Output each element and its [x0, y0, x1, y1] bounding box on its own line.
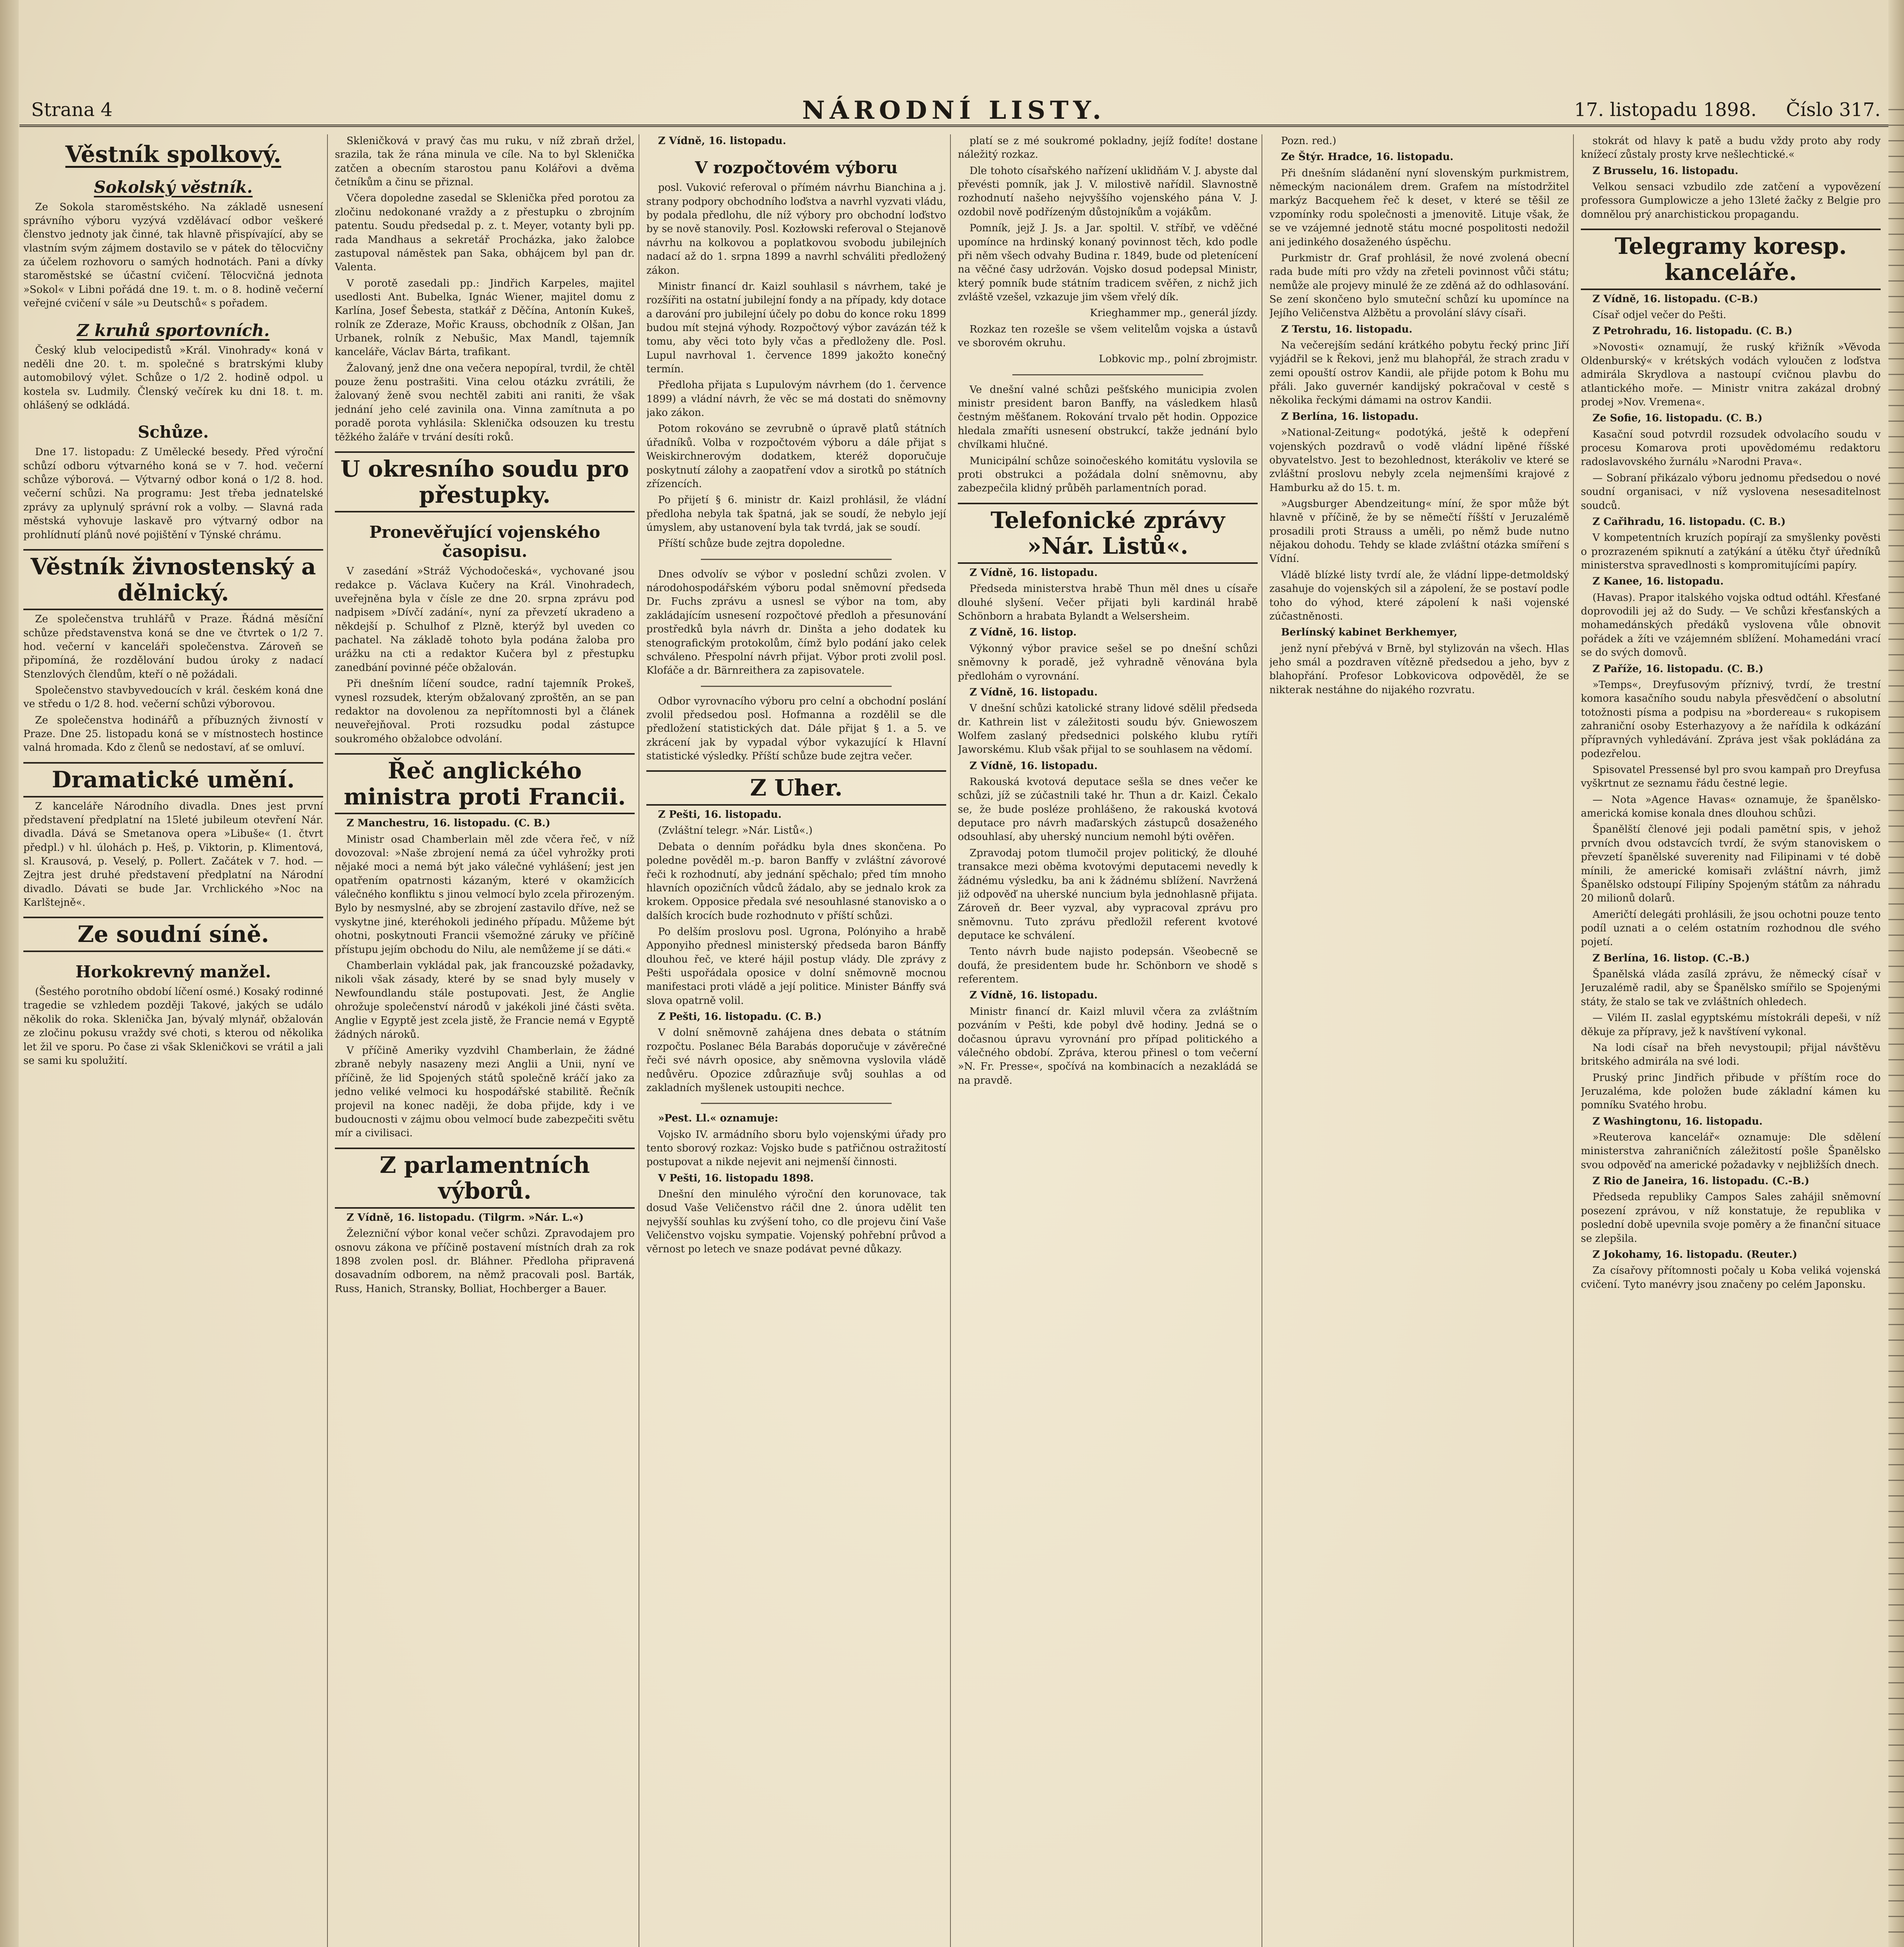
article-text: Pomník, jejž J. Js. a Jar. spoltil. V. stříbř, ve vděčné upomínce na hrdinský konaný povinnost těch, kdo podle při něm všech odvahy Budina r. 1849, bude od pletenícení na věčné časy udržován. Vojsko dosud podepsal Ministr, který pomník bude státním tradicem svěřen, z nichž jich zvláště vzešel, vzkazuje jim všem vřelý dík.	[958, 222, 1258, 303]
dateline: Z Washingtonu, 16. listopadu.	[1593, 1115, 1763, 1127]
newspaper-title: NÁRODNÍ LISTY.	[802, 96, 1106, 125]
article-text: (Havas). Prapor italského vojska odtud odtáhl. Křesťané doprovodili jej až do Sudy. — Ve schůzi křesťanských a mohamedánských předáků vyslovena vůle obnovit pořádek a žíti ve vzájemném sblížení. Mohamedáni vrací se do svých domovů.	[1581, 591, 1881, 659]
column-2	[335, 134, 635, 1947]
article-text: Ministr financí dr. Kaizl souhlasil s návrhem, také je rozšířiti na ostatní jubilejní fondy a na případy, kdy dotace a darování pro jubilejní účely po dobu do konce roku 1899 budou mít stejná výhody. Rozpočtový výbor zavázán též k tomu, aby věci toto byly včas a předloženy dle. Posl. Lupul navrhoval 1. července 1899 jakožto konečný termín.	[646, 280, 946, 375]
dateline: Z Vídně, 16. listopadu.	[970, 989, 1098, 1002]
article-text: Při dnešním sládanění nyní slovenským purkmistrem, německým nacionálem drem. Grafem na místodržitel markýz Bacquehem řeč k deset, v které se těšil ze vzpomínky rodu společnosti a jmenovitě. Lituje však, že se ve vzájemné jednotě státu mocné pospolitosti nedožil ani jedinkého dosaženého úspěchu.	[1269, 167, 1569, 248]
heading-dramaticke: Dramatické umění.	[23, 762, 323, 797]
article-text: Předloha přijata s Lupulovým návrhem (do 1. července 1899) a vládní návrh, že věc se má dostati do sněmovny jako zákon.	[646, 379, 946, 419]
issue-date: 17. listopadu 1898.	[1574, 99, 1757, 121]
dateline: Z Pešti, 16. listopadu.	[658, 809, 782, 821]
column-rule	[1573, 134, 1574, 1947]
article-text: Žalovaný, jenž dne ona večera nepopíral, tvrdil, že chtěl pouze ženu postrašiti. Vina celou otázku zvrátili, že žalovaný ženě svou nechtěl zabiti ani raniti, že však jednání jeho celé zavinila ona. Vinna zamítnuta a po poradě porota vyhlásila: Sklenička odsouzen ku trestu těžkého žaláře v trvání desíti roků.	[335, 362, 635, 443]
article-text: Chamberlain vykládal pak, jak francouzské požadavky, nikoli však zásady, které by se snad byly musely v Newfoundlandu stále postupovati. Jest, že Anglie ohrožuje společenství národů v jakékoli jiné části světa. Anglie v Egyptě jest zcela jistě, že Francie nemá v Egyptě žádných nároků.	[335, 959, 635, 1040]
scan-ruler	[1888, 109, 1904, 1947]
article-text: »Temps«, Dreyfusovým příznivý, tvrdí, že trestní komora kasačního soudu nabyla přesvědčení o absolutní totožnosti písma a podpisu na »bordereau« s rukopisem zahraniční osoby Esterhazyovy a že nařídila k odkázání přípravných vyhledávání. Zpráva jest však pokládána za podezřelou.	[1581, 679, 1881, 760]
article-text: Pozn. red.)	[1281, 135, 1336, 147]
article-text: Ministr osad Chamberlain měl zde včera řeč, v níž dovozoval: »Naše zbrojení nemá za účel vyhrožky proti nějaké moci a nemá být jako válečné vyhlášení; jest jen opatřením opatrnosti kázaným, které v okamžicích válečného konfliktu s jinou velmocí bylo zcela přirozeným. Bylo by nesmyslné, aby se zbrojení zastavilo dříve, než se vyskytne jiné, kteréhokoli jediného případu. Můžeme být ohotni, poskytnouti Francii všemožné záruky ve příčině přístupu jejím obchodu do Nilu, ale nemůžeme jí se dáti.«	[335, 833, 635, 956]
dateline: Z Jokohamy, 16. listopadu. (Reuter.)	[1593, 1248, 1797, 1260]
article-text: Český klub velocipedistů »Král. Vinohrady« koná v neděli dne 20. t. m. společné s bratrskými kluby automobilový výlet. Schůze o 1/2 2. hodině odpol. u kostela sv. Ludmily. Členský večírek ku dni 18. t. m. ohlášený se odkládá.	[23, 344, 323, 411]
article-text: Dle tohoto císařského nařízení uklidňám V. J. abyste dal převésti pomník, jak J. V. milostivě nařídil. Slavnostně rozhodnutí našeho nejvyššího vojenského pána V. J. ozdobil nově podřízeným důstojníkům a vojákům.	[958, 165, 1258, 218]
column-3	[646, 134, 946, 1947]
heading-soudni: Ze soudní síně.	[23, 917, 323, 952]
page-header	[19, 97, 1888, 127]
article-text: Za císařovy přítomnosti počaly u Koba veliká vojenská cvičení. Tyto manévry jsou značeny po celém Japonsku.	[1581, 1265, 1881, 1290]
article-text: Příští schůze bude zejtra dopoledne.	[658, 538, 845, 550]
dateline: Z Petrohradu, 16. listopadu. (C. B.)	[1593, 325, 1793, 337]
heading-vestnik-spolkovy: Věstník spolkový.	[65, 141, 282, 167]
article-text: Ze společenstva truhlářů v Praze. Řádná měsíční schůze představenstva koná se dne ve čtvrtek o 1/2 7. hod. večerní v kanceláři společenstva. Zároveň se připomíná, že rozdělování budou úroky z nadací Stenzlových člendům, kteří o ně požádali.	[23, 613, 323, 680]
column-5	[1269, 134, 1569, 1947]
article-text: Z kanceláře Národního divadla. Dnes jest první představení předplatní na 15leté jubileum otevření Nár. divadla. Dává se Smetanova opera »Libuše« (1. čtvrt předpl.) v hl. úlohách p. Heš, p. Viktorin, p. Klimentová, sl. Krausová, p. Veselý, p. Pollert. Začátek v 7. hod. — Zejtra jest druhé představení předplatní na Národní divadlo. Dávati se bude Jar. Vrchlického »Noc na Karlštejně«.	[23, 800, 323, 909]
dateline: Z Vídně, 16. listopadu. (Tilgrm. »Nár. L.«)	[347, 1211, 584, 1223]
article-text: jenž nyní přebývá v Brně, byl stylizován na všech. Hlas jeho smál a pozdraven vítězně předsedou a jeho, byv z blahopřání. Profesor Lobkovicova odpověděl, že se nikterak nestáhne do nijakého rozvratu.	[1269, 643, 1569, 696]
dateline: Z Vídně, 16. listopadu.	[970, 686, 1098, 698]
dateline: Z Berlína, 16. listopadu.	[1281, 410, 1419, 422]
article-text: V dnešní schůzi katolické strany lidové sdělil předseda dr. Kathrein list v záležitosti soudu býv. Gniewoszem Wolfem zaslaný předsednici polského klubu rytíři Jaworskému. Klub však přijal to se souhlasem na vědomí.	[958, 702, 1258, 756]
article-text: — Vilém II. zaslal egyptskému místokráli depeši, v níž děkuje za přípravy, jež k navštívení vykonal.	[1581, 1012, 1881, 1038]
article-text: Císař odjel večer do Pešti.	[1593, 309, 1726, 321]
dateline-note: (Zvláštní telegr. »Nár. Listů«.)	[658, 825, 813, 837]
article-text: Odbor vyrovnacího výboru pro celní a obchodní poslání zvolil předsedou posl. Hofmanna a rozdělil se dle předložení statistických dat. Dále přijat § 1. a 5. ve zkrácení jak by vypadal výbor vykazující k Hlavní statistické výsledky. Příští schůze bude zejtra večer.	[646, 695, 946, 762]
article-text: Potom rokováno se zevrubně o úpravě platů státních úřadníků. Volba v rozpočtovém výboru a dále přijat s Weiskirchnerovým dodatkem, kteréž doporučuje poskytnutí zálohy a zaopatření vdov a sirotků po státních zřízencích.	[646, 423, 946, 490]
dateline: Z Paříže, 16. listopadu. (C. B.)	[1593, 663, 1763, 675]
article-text: Železniční výbor konal večer schůzi. Zpravodajem pro osnovu zákona ve příčině postavení místních drah za rok 1898 zvolen posl. dr. Bláhner. Předloha připravená dosavadním odborem, na němž pracovali posl. Barták, Russ, Hanich, Stransky, Bolliat, Hochberger a Bauer.	[335, 1228, 635, 1295]
dateline: Ze Sofie, 16. listopadu. (C. B.)	[1593, 412, 1763, 424]
heading-sokolsky: Sokolský věstník.	[94, 177, 253, 197]
article-text: Rozkaz ten rozešle se všem velitelům vojska a ústavů ve sborovém okruhu.	[958, 323, 1258, 349]
column-rule	[950, 134, 951, 1947]
column-4	[958, 134, 1258, 1947]
article-text: Dne 17. listopadu: Z Umělecké besedy. Před výroční schůzí odboru výtvarného koná se v 7. hod. večerní schůze výborová. — Výtvarný odbor koná o 1/2 8. hod. večerní schůzi. Na programu: Jest třeba jednatelské zprávy za uplynulý správní rok a volby. — Slavná rada městská vyhovuje laskavě pro výtvarný odbor na prohlídnutí plánů nové pojištění v Týnské chrámu.	[23, 446, 323, 541]
heading-rozpoctovy: V rozpočtovém výboru	[695, 158, 898, 178]
article-text: Předseda ministerstva hrabě Thun měl dnes u císaře dlouhé slyšení. Večer přijati byli kardinál hrabě Schönborn a hrabata Bylandt a Welsersheim.	[958, 583, 1258, 623]
article-text: Kasační soud potvrdil rozsudek odvolacího soudu v procesu Komarova proti upovědomému redaktoru radoslavovského žurnálu »Narodni Prava«.	[1581, 428, 1881, 468]
article-text: Vojsko IV. armádního sboru bylo vojenskými úřady pro tento sborový rozkaz: Vojsko bude s patřičnou ostražitostí postupovat a nikde nejevit ani nejmenší činnosti.	[646, 1128, 946, 1168]
article-text: Purkmistr dr. Graf prohlásil, že nové zvolená obecní rada bude míti pro vždy na zřeteli povinnost vůči státu; nemůže ale projevy minulé že ze zděná až do odhlasování. Se zení skončeno bylo smuteční schůzí ku upomínce na Jejího Veličenstva Alžbětu a provolání slávy císaři.	[1269, 252, 1569, 319]
divider	[701, 559, 892, 560]
article-text: Na večerejším sedání krátkého pobytu řecký princ Jiří vyjádřil se k Řekovi, jenž mu blahopřál, že strach zradu v zemi opouští ostrov Kandii, ale přijde potom k Bohu mu přáli. Jako guvernér kandijský pokračoval v cestě s několika řeckými dámami na ostrov Kandii.	[1269, 340, 1569, 407]
article-text: Po delším proslovu posl. Ugrona, Polónyiho a hrabě Apponyiho přednesl ministerský předseda baron Bánffy dlouhou řeč, ve které hájil postup vlády. Dle zprávy z Pešti uspořádala oposice v dolní sněmovně mocnou manifestaci proti vládě a její politice. Minister Bánffy svá slova opatrně volil.	[646, 926, 946, 1007]
article-text: — Nota »Agence Havas« oznamuje, že španělsko-americká komise konala dnes dlouhou schůzi.	[1581, 794, 1881, 820]
article-text: V zasedání »Stráž Východočeská«, vychované jsou redakce p. Václava Kučery na Král. Vinohradech, uveřejněna byla v čísle ze dne 20. srpna zprávu pod nadpisem »Dívčí zadání«, nyní za převzetí ukradeno a někdejší p. Schulhof z Plzně, kterýž byl uveden co pachatel. Na základě tohoto byla podána žaloba pro urážku na cti a redaktor Kučera byl z přestupku zanedbání povinné péče obžalován.	[335, 565, 635, 674]
dateline: Z Vídně, 16. listopadu. (C-B.)	[1593, 293, 1758, 305]
article-text: (Šestého porotního období líčení osmé.) Kosaký rodinné tragedie se vzhledem později Takové, jakých se událo několik do roka. Sklenička Jan, bývalý mlynář, obžalován ze zločinu pokusu vraždy své choti, s kterou od několika let žil ve sporu. Po čase zi však Skleničkovi se vrátil a jali se sami ku spolužití.	[23, 986, 323, 1067]
article-text: V dolní sněmovně zahájena dnes debata o státním rozpočtu. Poslanec Béla Barabás doporučuje v závěrečné řeči své návrh oposice, aby sněmovna vyslovila vládě nedůvěru. Opozice zdůrazňuje svůj souhlas a od zakladních myšlenek ustoupiti nechce.	[646, 1027, 946, 1094]
heading-okresni-sub: Pronevěřující vojenského časopisu.	[369, 523, 600, 561]
article-text: »National-Zeitung« podotýká, ještě k odepření vojenských pozdravů o vodě vládní lipěné říšské obyvatelstvo. Jest to bezohlednost, kterákoliv ve které se zvláštní proslovu nebyly zcela nejmenšími krajové z Hamburku až do 15. t. m.	[1269, 427, 1569, 494]
article-text: Španělští členové jeji podali pamětní spis, v jehož prvních dvou odstavcích tvrdí, že svým stanoviskem o převzetí španělské suverenity nad Filipinami v té době mínili, že americké komisaři zvláštní návrh, jimž Španělsko odstoupí Filipíny Spojeným státům za náhradu 20 milionů dolarů.	[1581, 824, 1881, 905]
article-text: Velkou sensaci vzbudilo zde zatčení a vypovězení professora Gumplowicze a jeho 13leté žačky z Belgie pro domnělou prý anarchistickou propagandu.	[1581, 181, 1881, 220]
heading-z-uher: Z Uher.	[646, 770, 946, 806]
dateline: Z Vídně, 16. listopadu.	[658, 135, 786, 147]
heading-zivnostensky: Věstník živnostenský a dělnický.	[23, 549, 323, 610]
article-text: Skleničková v pravý čas mu ruku, v níž zbraň držel, srazila, tak že rána minula ve cíle. Na to byl Sklenička zatčen a obecním starostou panu Kolářovi a dvěma četníkům a činu se přiznal.	[335, 135, 635, 188]
article-text: Ze Sokola staroměstského. Na základě usnesení správního výboru vyzývá vzdělávací odbor veškeré členstvo jednoty jak činné, tak hlavně přispívající, aby se vlastním svým zájmem dostavilo se v pátek do tělocvičny za účelem rozhovoru o samých hodnotách. Pani a dívky staroměstské se účastní cvičení. Tělocvičná jednota »Sokol« v Libni pořádá dne 19. t. m. o 8. hodině večerní veřejné cvičení v sále »u Deutschů« s pořadem.	[23, 201, 323, 310]
article-text: — Sobraní přikázalo výboru jednomu předsedou o nové soudní organisaci, v níž vyslovena nesesaditelnost soudců.	[1581, 472, 1881, 512]
signature: Lobkovic mp., polní zbrojmistr.	[1099, 353, 1258, 365]
dateline: Ze Štýr. Hradce, 16. listopadu.	[1281, 151, 1454, 163]
article-text: posl. Vuković referoval o přímém návrhu Bianchina a j. strany podpory obchodního loďstva a navrhl vyzvati vládu, by podala předlohu, dle níž výbory pro obchodní loďstvo by se nově stanovily. Posl. Kozłowski referoval o Stejanově návrhu na kolkovou a poplatkovou svobodu jubilejních nadací až do 1. srpna 1899 a navrhl schváliti předložený zákon.	[646, 182, 946, 276]
scan-edge-left	[0, 0, 19, 1947]
heading-sport: Z kruhů sportovních.	[77, 320, 270, 340]
dateline: Z Cařihradu, 16. listopadu. (C. B.)	[1593, 516, 1786, 528]
article-text: V porotě zasedali pp.: Jindřich Karpeles, majitel usedlosti Ant. Bubelka, Ignác Wiener, majitel domu z Karlína, Josef Šebesta, statkář z Děčína, Antonín Kukeš, rolník ze Zderaze, Mořic Krauss, obchodník z Olšan, Jan Urbanek, rolník z Nebušic, Max Mandl, tajemník kanceláře, Václav Bárta, trafikant.	[335, 277, 635, 358]
article-text: V příčině Ameriky vyzdvihl Chamberlain, že žádné zbraně nebyly nasazeny mezi Anglii a Unii, nyní ve příčině, že lid Spojených států společně kráčí jako za jedno veliké velmoci ku hospodářské stabilitě. Řečník projevil na konec naději, že doba přijde, kdy i ve budoucnosti v zájmu obou velmocí bude zabezpečiti světu mír a civilisaci.	[335, 1045, 635, 1139]
article-text: Rakouská kvotová deputace sešla se dnes večer ke schůzi, jíž se zúčastnili také hr. Thun a dr. Kaizl. Čekalo se, že bude posléze prohlášeno, že rakouská kvotová deputace pro návrh maďarských zástupců dosaženého odsouhlasí, aby uherský nuncium nemohl býti ověřen.	[958, 776, 1258, 843]
dateline: »Pest. Ll.« oznamuje:	[658, 1113, 778, 1125]
signature: Krieghammer mp., generál jízdy.	[1090, 307, 1258, 319]
heading-schuze: Schůze.	[137, 422, 209, 442]
article-text: Pruský princ Jindřich přibude v příštím roce do Jeruzaléma, kde položen bude základní kámen ku pomníku Svatého hrobu.	[1581, 1072, 1881, 1111]
article-text: Spisovatel Pressensé byl pro svou kampaň pro Dreyfusa vyškrtnut ze seznamu řádu čestné legie.	[1581, 764, 1881, 790]
article-text: Debata o denním pořádku byla dnes skončena. Po poledne pověděl m.-p. baron Banffy v zvláštní závorové řeči k rozhodnutí, aby jednání spěchalo; před tím mnoho hlavních opozičních vůdců žádalo, aby se jednalo krok za krokem. Opposice předala své nesouhlasné stanovisko a o dalších krocích bude rozhodnuto v příští schůzi.	[646, 841, 946, 922]
article-text: stokrát od hlavy k patě a budu vždy proto aby rody knížecí zůstaly prosty krve nešlechtické.«	[1581, 135, 1881, 161]
dateline: Z Manchestru, 16. listopadu. (C. B.)	[347, 817, 551, 829]
dateline: Z Pešti, 16. listopadu. (C. B.)	[658, 1011, 822, 1023]
article-text: Vládě blízké listy tvrdí ale, že vládní lippe-detmoldský zasahuje do vojenských sil a zápolení, že se postaví podle toho do výhod, které zápolení k naši vojenské zúčastněnosti.	[1269, 569, 1569, 622]
dateline: Berlínský kabinet Berkhemyer,	[1281, 627, 1457, 639]
dateline: Z Brusselu, 16. listopadu.	[1593, 165, 1739, 177]
article-text: Zpravodaj potom tlumočil projev politický, že dlouhé transakce mezi oběma kvotovými deputacemi nevedly k žádnému výsledku, ba ani k žádnému sblížení. Navržená již odpověď na uherské nuncium byla jednohlasně přijata. Zároveň dr. Beer vyzval, aby vypracoval zprávu pro sněmovnu. Tuto zprávu předložil referent kvotové deputace ke schválení.	[958, 847, 1258, 942]
article-text: Výkonný výbor pravice sešel se po dnešní schůzi sněmovny k poradě, jež vyhradně věnována byla předlohám o vyrovnání.	[958, 643, 1258, 682]
column-rule	[327, 134, 328, 1947]
article-text: Včera dopoledne zasedal se Sklenička před porotou za zločinu nedokonané vraždy a z přestupku o zbrojním patentu. Soudu předsedal p. z. t. Meyer, votanty byli pp. rada Mandhaus a sekretář Procházka, jako žalobce zastupoval náměstek pan Saka, obhájcem byl pan dr. Valenta.	[335, 192, 635, 273]
article-text: »Novosti« oznamují, že ruský křižník »Věvoda Oldenburský« v krétských vodách vyloučen z loďstva admirála Skrydlova a nastoupí cvičnou plavbu do atlantického moře. — Ministr vnitra zakázal drobný prodej »Nov. Vremena«.	[1581, 341, 1881, 408]
article-text: Municipální schůze soinočeského komitátu vyslovila se proti obstrukci a požádala dolní sněmovnu, aby zabezpečila klidný průběh parlamentních porad.	[958, 455, 1258, 495]
dateline: Z Kanee, 16. listopadu.	[1593, 576, 1724, 588]
article-text: Španělská vláda zasílá zprávu, že německý císař v Jeruzalémě radil, aby se Španělsko smířilo se Spojenými státy, že stalo se tak ve zvláštních ohledech.	[1581, 968, 1881, 1008]
article-text: Tento návrh bude najisto podepsán. Všeobecně se doufá, že presidentem bude hr. Schönborn ve shodě s referentem.	[958, 946, 1258, 986]
dateline: Z Vídně, 16. listopadu.	[970, 760, 1098, 772]
article-text: Dnešní den minulého výroční den korunovace, tak dosud Vaše Veličenstvo ráčil dne 2. února udělit ten nejvyšší souhlas ku zvýšení toho, co dle projevu činí Vaše Veličenstvo vojsku sympatie. Vojenský pohřební průvod a věrnost po letech ve snaze podávat pevné důkazy.	[646, 1188, 946, 1255]
article-text: Společenstvo stavbyvedoucích v král. českém koná dne ve středu o 1/2 8. hod. večerní schůzi výborovou.	[23, 685, 323, 710]
article-text: Ze společenstva hodinářů a příbuzných živností v Praze. Dne 25. listopadu koná se v místnostech hostince valná hromada. Kdo z členů se nedostaví, ať se omluví.	[23, 714, 323, 754]
article-text: Ve dnešní valné schůzi pešťského municipia zvolen ministr president baron Banffy, na vásledkem hlasů čestným měšťanem. Rokování trvalo pět hodin. Oppozice hledala zmaříti usnesení obstrukcí, takže jednání bylo chvílkami hlučné.	[958, 384, 1258, 451]
article-text: »Augsburger Abendzeitung« míní, že spor může být hlavně v příčině, že by se němečtí říšští v Jeruzalémě prosadili proti Strauss a uměli, po němž bude nutno nějakou dohodu. Tehdy se klade zvláštní otázka smíření s Vídní.	[1269, 498, 1569, 565]
dateline: Z Berlína, 16. listop. (C.-B.)	[1593, 952, 1750, 964]
article-text: »Reuterova kancelář« oznamuje: Dle sdělení ministerstva zahraničních záležitostí pošle Španělsko svou odpověď na americké požadavky v nejbližších dnech.	[1581, 1132, 1881, 1171]
article-text: Ministr financí dr. Kaizl mluvil včera za zvláštním pozváním v Pešti, kde pobyl dvě hodiny. Jedná se o dočasnou úpravu vyrovnání pro případ politického a válečného období. Zpráva, kterou přinesl o tom večerní »N. Fr. Presse«, spočívá na kombinacích a nezakládá se na pravdě.	[958, 1005, 1258, 1086]
dateline: Z Rio de Janeira, 16. listopadu. (C.-B.)	[1593, 1175, 1809, 1187]
heading-rec-ministra: Řeč anglického ministra proti Francii.	[335, 753, 635, 814]
divider	[701, 1103, 892, 1104]
divider	[701, 686, 892, 687]
page-number: Strana 4	[31, 99, 113, 121]
dateline: Z Vídně, 16. listop.	[970, 627, 1077, 639]
dateline: Z Terstu, 16. listopadu.	[1281, 323, 1413, 335]
heading-horkokrevny: Horkokrevný manžel.	[75, 962, 271, 982]
article-text: Dnes odvolív se výbor v poslední schůzi zvolen. V národohospodářském výboru podal sněmovní předseda Dr. Fuchs zprávu a usnesl se výbor na tom, aby zakládajícím usnesení rozpočtové předloh a přesunování prostředků byla návrh dr. Dinšta a jeho dodatek ku stenografickým protokolům, čímž bylo podání jako celek schváleno. Přespolní návrh přijat. Výbor proti zvolil posl. Klofáče a dr. Bärnreithera za zapisovatele.	[646, 568, 946, 677]
article-text: V kompetentních kruzích popírají za smyšlenky pověsti o prozrazeném spiknutí a zatýkání a útěku čtyř úředníků ministerstva spravedlnosti s kompromitujícími papíry.	[1581, 532, 1881, 571]
divider	[1012, 374, 1203, 375]
article-text: Po přijetí § 6. ministr dr. Kaizl prohlásil, že vládní předloha nebyla tak špatná, jak se soudí, že nebylo její úmyslem, aby ustanovení byla tak tvrdá, jak se soudí.	[646, 494, 946, 533]
heading-telefonicke: Telefonické zprávy »Nár. Listů«.	[958, 503, 1258, 564]
article-text: platí se z mé soukromé pokladny, jejíž fodíte! dostane náležitý rozkaz.	[958, 135, 1258, 161]
issue-number: Číslo 317.	[1786, 99, 1881, 121]
article-text: Američtí delegáti prohlásili, že jsou ochotni pouze tento podíl uznati a o celém ostatním rozhodnou dle svého pojetí.	[1581, 908, 1881, 948]
heading-okresni-soud: U okresního soudu pro přestupky.	[335, 451, 635, 512]
article-text: Předseda republiky Campos Sales zahájil sněmovní posezení zprávou, v níž konstatuje, že republika v poslední době upevnila svoje poměry a že finanční situace se zlepšila.	[1581, 1191, 1881, 1245]
column-1	[23, 134, 323, 1947]
dateline: Z Vídně, 16. listopadu.	[970, 567, 1098, 579]
dateline: V Pešti, 16. listopadu 1898.	[658, 1172, 814, 1184]
header-right	[1551, 99, 1881, 121]
heading-telegramy: Telegramy koresp. kanceláře.	[1581, 229, 1881, 290]
article-text: Při dnešním líčení soudce, radní tajemník Prokeš, vynesl rozsudek, kterým obžalovaný zproštěn, an se pan redaktor na dovolenou za nepřítomnosti byl a článek neuveřejňoval. Proti rozsudku podal zástupce soukromého obžalobce odvolání.	[335, 678, 635, 745]
heading-parlament: Z parlamentních výborů.	[335, 1148, 635, 1209]
article-text: Na lodi císař na břeh nevystoupil; přijal návštěvu britského admirála na své lodi.	[1581, 1042, 1881, 1068]
column-6	[1581, 134, 1881, 1947]
